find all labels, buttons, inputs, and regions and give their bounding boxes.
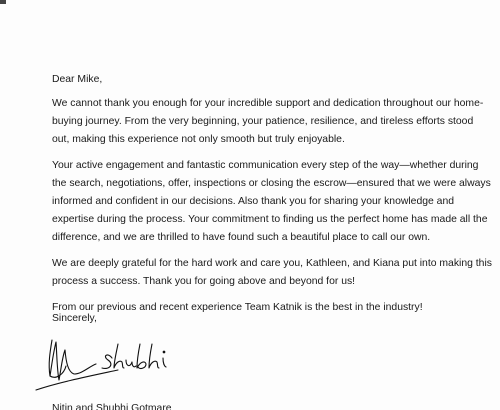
handwritten-signature bbox=[30, 330, 180, 396]
closing: Sincerely, bbox=[52, 313, 97, 324]
paragraph-1: We cannot thank you enough for your incredible support and dedication throughout our home-buying journey. From the very beginning, your patience, resilience, and tireless efforts stood out, making this experience not only smooth but truly enjoyable. bbox=[52, 98, 484, 145]
paragraph-3: We are deeply grateful for the hard work and care you, Kathleen, and Kiana put into making this process a success. Thank you for going above and beyond for us! bbox=[52, 258, 492, 287]
paragraph-2: Your active engagement and fantastic communication every step of the way—whether during the search, negotiations, offer, inspections or closing the escrow—ensured that we were always informed and confident in our decisions. Also thank you for sharing your knowledge and expertise during the process. Your commitment to finding us the perfect home has made all the difference, and we are thrilled to have found such a beautiful place to call our own. bbox=[52, 160, 491, 243]
letter-body bbox=[52, 71, 492, 325]
salutation: Dear Mike, bbox=[52, 74, 103, 85]
signer-names: Nitin and Shubhi Gotmare bbox=[52, 403, 172, 410]
paragraph-4: From our previous and recent experience Team Katnik is the best in the industry! bbox=[52, 302, 423, 313]
scan-mark bbox=[0, 0, 6, 4]
